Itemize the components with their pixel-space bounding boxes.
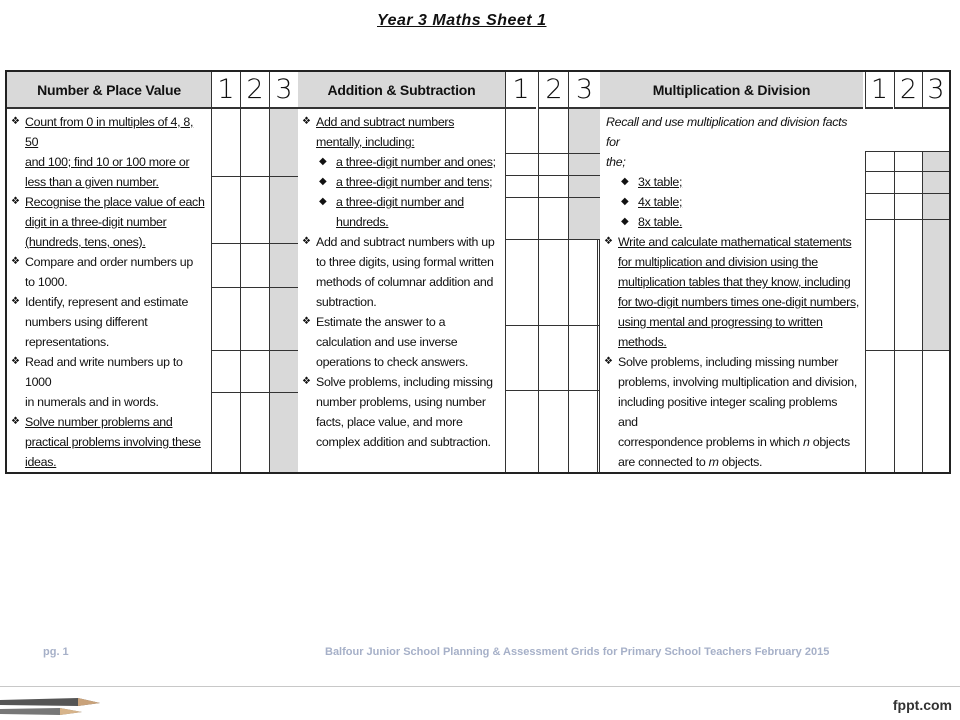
score-column-header-3: 3 xyxy=(568,72,600,109)
panel-heading: Multiplication & Division xyxy=(600,72,863,109)
panel-2 xyxy=(298,72,600,472)
objective-line: Read and write numbers up to 1000 xyxy=(25,355,183,389)
row-divider xyxy=(865,193,949,194)
star-bullet-icon: ❖ xyxy=(302,376,311,387)
objective-line: facts, place value, and more xyxy=(316,415,463,429)
objective-line: representations. xyxy=(25,335,110,349)
objective-line: multiplication tables that they know, including xyxy=(618,275,851,289)
score-column-header-1: 1 xyxy=(865,72,893,109)
score-column-header-2: 2 xyxy=(894,72,922,109)
score-column-header-3: 3 xyxy=(922,72,949,109)
star-bullet-icon: ❖ xyxy=(11,356,20,367)
panel-objectives xyxy=(298,109,505,472)
row-divider xyxy=(211,392,298,393)
score-column-2 xyxy=(240,109,269,472)
objective-line: operations to check answers. xyxy=(316,355,469,369)
objective-line: 3x table; xyxy=(638,175,683,189)
objective-line: Estimate the answer to a xyxy=(316,315,446,329)
score-column-header-2: 2 xyxy=(538,72,569,109)
objective-line: and 100; find 10 or 100 more or xyxy=(25,155,190,169)
objective-line: complex addition and subtraction. xyxy=(316,435,491,449)
star-bullet-icon: ❖ xyxy=(302,236,311,247)
objective xyxy=(302,232,501,312)
score-column-1 xyxy=(865,151,893,472)
score-column-2 xyxy=(538,109,569,472)
objective-line: problems, involving multiplication and division, xyxy=(618,375,858,389)
row-divider xyxy=(865,219,949,220)
score-column-header-1: 1 xyxy=(211,72,240,109)
panel-heading: Addition & Subtraction xyxy=(298,72,505,109)
objective-line: Solve problems, including missing xyxy=(316,375,493,389)
objective-line: a three-digit number and xyxy=(336,195,464,209)
objective-line: Write and calculate mathematical statements xyxy=(618,235,852,249)
objective xyxy=(11,352,207,412)
star-bullet-icon: ❖ xyxy=(11,116,20,127)
objective-line: hundreds. xyxy=(336,215,389,229)
objective xyxy=(302,312,501,372)
objective-line: Solve problems, including missing number xyxy=(618,355,839,369)
objective-line: correspondence problems in which n objects xyxy=(618,435,850,449)
objective-line: Add and subtract numbers with up xyxy=(316,235,495,249)
sub-objective xyxy=(604,172,859,192)
diamond-bullet-icon: ◆ xyxy=(319,176,327,187)
sub-objective xyxy=(604,192,859,212)
row-divider xyxy=(865,151,949,152)
row-divider xyxy=(505,153,600,154)
objective-line: Add and subtract numbers xyxy=(316,115,455,129)
intro-text: Recall and use multiplication and division facts for the; xyxy=(606,115,848,169)
panel-objectives xyxy=(7,109,211,472)
sub-objective xyxy=(302,192,501,232)
objective xyxy=(11,192,207,252)
diamond-bullet-icon: ◆ xyxy=(621,216,629,227)
footer-divider xyxy=(0,686,960,687)
objective xyxy=(11,252,207,292)
objective-line: for multiplication and division using the xyxy=(618,255,818,269)
star-bullet-icon: ❖ xyxy=(302,316,311,327)
objective-line: a three-digit number and tens; xyxy=(336,175,493,189)
objective-line: methods of columnar addition and xyxy=(316,275,494,289)
star-bullet-icon: ❖ xyxy=(604,356,613,367)
score-column-1 xyxy=(505,109,536,472)
sub-objective xyxy=(604,212,859,232)
objective xyxy=(604,352,859,472)
panel-3 xyxy=(600,72,949,472)
diamond-bullet-icon: ◆ xyxy=(621,176,629,187)
objective-line: to 1000. xyxy=(25,275,68,289)
score-column-header-1: 1 xyxy=(505,72,536,109)
footer-page-number: pg. 1 xyxy=(43,646,69,658)
objective xyxy=(302,372,501,452)
score-column-3 xyxy=(269,109,298,472)
sub-objective xyxy=(302,152,501,172)
star-bullet-icon: ❖ xyxy=(11,196,20,207)
score-column-1 xyxy=(211,109,240,472)
objective-line: using mental and progressing to written xyxy=(618,315,823,329)
footer-caption: Balfour Junior School Planning & Assessment Grids for Primary School Teachers February 2015 xyxy=(325,646,830,658)
row-divider xyxy=(211,176,298,177)
objective-line: 4x table; xyxy=(638,195,683,209)
pencils-icon xyxy=(0,694,120,720)
star-bullet-icon: ❖ xyxy=(11,296,20,307)
objective-line: including positive integer scaling problems and xyxy=(618,395,838,429)
objective-line: mentally, including: xyxy=(316,135,415,149)
objective-line: ideas. xyxy=(25,455,57,469)
panel-objectives xyxy=(600,109,863,472)
row-divider xyxy=(865,171,949,172)
objective-line: digit in a three-digit number xyxy=(25,215,167,229)
objective xyxy=(11,112,207,192)
star-bullet-icon: ❖ xyxy=(302,116,311,127)
objective-line: Count from 0 in multiples of 4, 8, 50 xyxy=(25,115,194,149)
objective-line: a three-digit number and ones; xyxy=(336,155,496,169)
row-divider xyxy=(505,325,600,326)
objective-line: methods. xyxy=(618,335,667,349)
objective-line: Solve number problems and xyxy=(25,415,173,429)
score-column-header-2: 2 xyxy=(240,72,269,109)
sub-objective xyxy=(302,172,501,192)
objective xyxy=(11,412,207,472)
objective-line: less than a given number. xyxy=(25,175,159,189)
objective xyxy=(302,112,501,152)
assessment-grid xyxy=(5,70,951,474)
objective-line: Identify, represent and estimate xyxy=(25,295,189,309)
objective-line: to three digits, using formal written xyxy=(316,255,494,269)
score-column-2 xyxy=(894,151,922,472)
objective-line: in numerals and in words. xyxy=(25,395,159,409)
row-divider xyxy=(505,239,600,240)
row-divider xyxy=(211,350,298,351)
score-column-header-3: 3 xyxy=(269,72,298,109)
objective xyxy=(11,292,207,352)
objective-line: subtraction. xyxy=(316,295,377,309)
objective xyxy=(604,232,859,352)
objective-line: (hundreds, tens, ones). xyxy=(25,235,146,249)
score-column-3 xyxy=(922,151,949,472)
diamond-bullet-icon: ◆ xyxy=(319,196,327,207)
star-bullet-icon: ❖ xyxy=(11,416,20,427)
objective-line: are connected to m objects. xyxy=(618,455,763,469)
panel-1 xyxy=(7,72,298,472)
objective-line: number problems, using number xyxy=(316,395,486,409)
objective-line: for two-digit numbers times one-digit numbers, xyxy=(618,295,860,309)
panel-heading: Number & Place Value xyxy=(7,72,211,109)
row-divider xyxy=(865,350,949,351)
star-bullet-icon: ❖ xyxy=(11,256,20,267)
score-column-3 xyxy=(568,109,600,472)
objective-line: numbers using different xyxy=(25,315,148,329)
row-divider xyxy=(505,175,600,176)
objective-line: practical problems involving these xyxy=(25,435,201,449)
star-bullet-icon: ❖ xyxy=(604,236,613,247)
diamond-bullet-icon: ◆ xyxy=(319,156,327,167)
objective-line: Recognise the place value of each xyxy=(25,195,205,209)
row-divider xyxy=(505,197,600,198)
brand-logo-text: fppt.com xyxy=(892,697,952,713)
row-divider xyxy=(505,390,600,391)
row-divider xyxy=(211,287,298,288)
objective-line: Compare and order numbers up xyxy=(25,255,193,269)
objective-line: 8x table. xyxy=(638,215,683,229)
sheet-title: Year 3 Maths Sheet 1 xyxy=(377,12,547,29)
diamond-bullet-icon: ◆ xyxy=(621,196,629,207)
objective-line: calculation and use inverse xyxy=(316,335,458,349)
row-divider xyxy=(211,243,298,244)
